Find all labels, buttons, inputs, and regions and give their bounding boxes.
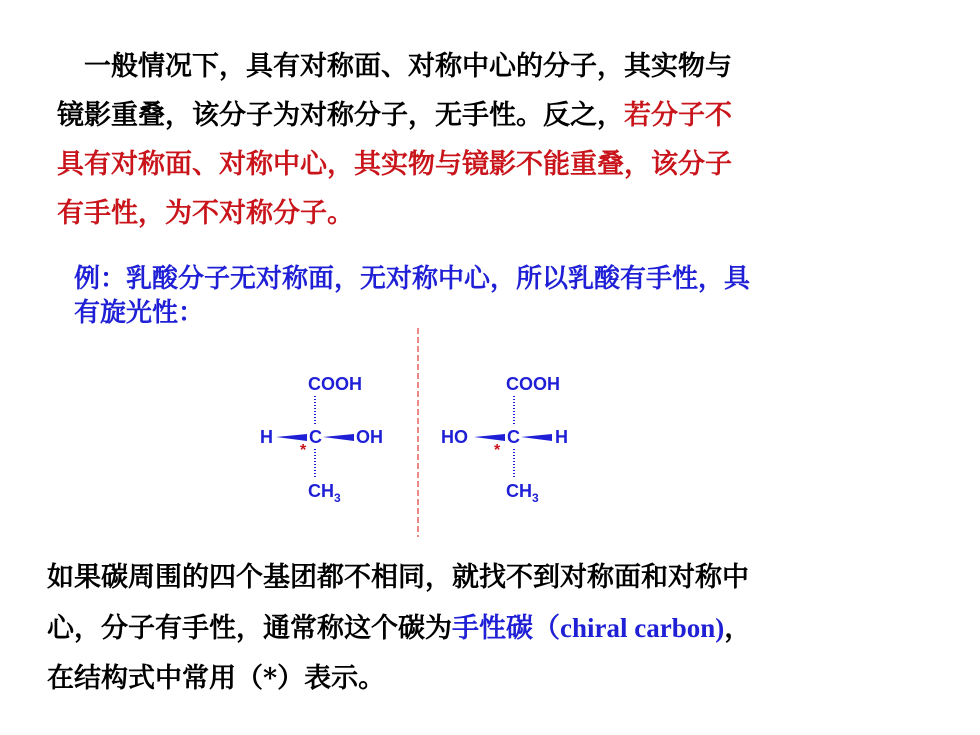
right-wedge-bond-left — [474, 434, 505, 441]
chiral-line-3: 在结构式中常用（*）表示。 — [47, 663, 386, 694]
left-top-group: COOH — [308, 374, 362, 394]
molecule-right — [441, 374, 568, 505]
left-chiral-star: * — [300, 442, 307, 459]
chiral-line-2-end: ， — [724, 613, 752, 644]
intro-line-2-red: 若分子不 — [624, 100, 732, 131]
right-chiral-star: * — [494, 442, 501, 459]
intro-line-4: 有手性，为不对称分子。 — [57, 198, 354, 229]
chiral-line-1: 如果碳周围的四个基团都不相同，就找不到对称面和对称中 — [47, 562, 749, 593]
chiral-carbon-term: 手性碳 — [452, 613, 533, 644]
left-wedge-bond-right — [323, 434, 354, 441]
example-line-2: 有旋光性： — [74, 298, 205, 328]
chiral-carbon-paragraph — [47, 553, 947, 704]
right-center-carbon: C — [507, 427, 520, 447]
left-center-carbon: C — [309, 427, 322, 447]
left-oh-group: OH — [356, 427, 383, 447]
intro-line-2-black: 镜影重叠，该分子为对称分子，无手性。反之， — [57, 100, 624, 131]
molecule-left — [260, 374, 383, 505]
chiral-line-2-black: 心，分子有手性，通常称这个碳为 — [47, 613, 452, 644]
right-top-group: COOH — [506, 374, 560, 394]
right-wedge-bond-right — [521, 434, 552, 441]
example-line-1: 例：乳酸分子无对称面，无对称中心，所以乳酸有手性，具 — [74, 264, 751, 294]
right-h-group: H — [555, 427, 568, 447]
intro-line-2 — [57, 91, 937, 140]
example-paragraph — [74, 262, 944, 330]
intro-paragraph — [57, 42, 937, 238]
chiral-carbon-english: （chiral carbon) — [533, 613, 725, 643]
lactic-acid-enantiomers — [250, 325, 610, 540]
left-h-group: H — [260, 427, 273, 447]
chiral-line-2 — [47, 603, 947, 654]
right-bottom-group: $CH_3$ — [506, 481, 539, 505]
intro-line-1: 一般情况下，具有对称面、对称中心的分子，其实物与 — [84, 51, 732, 82]
intro-line-3: 具有对称面、对称中心，其实物与镜影不能重叠，该分子 — [57, 149, 732, 180]
left-wedge-bond-left — [276, 434, 307, 441]
right-ho-group: HO — [441, 427, 468, 447]
left-bottom-group: $CH_3$ — [308, 481, 341, 505]
